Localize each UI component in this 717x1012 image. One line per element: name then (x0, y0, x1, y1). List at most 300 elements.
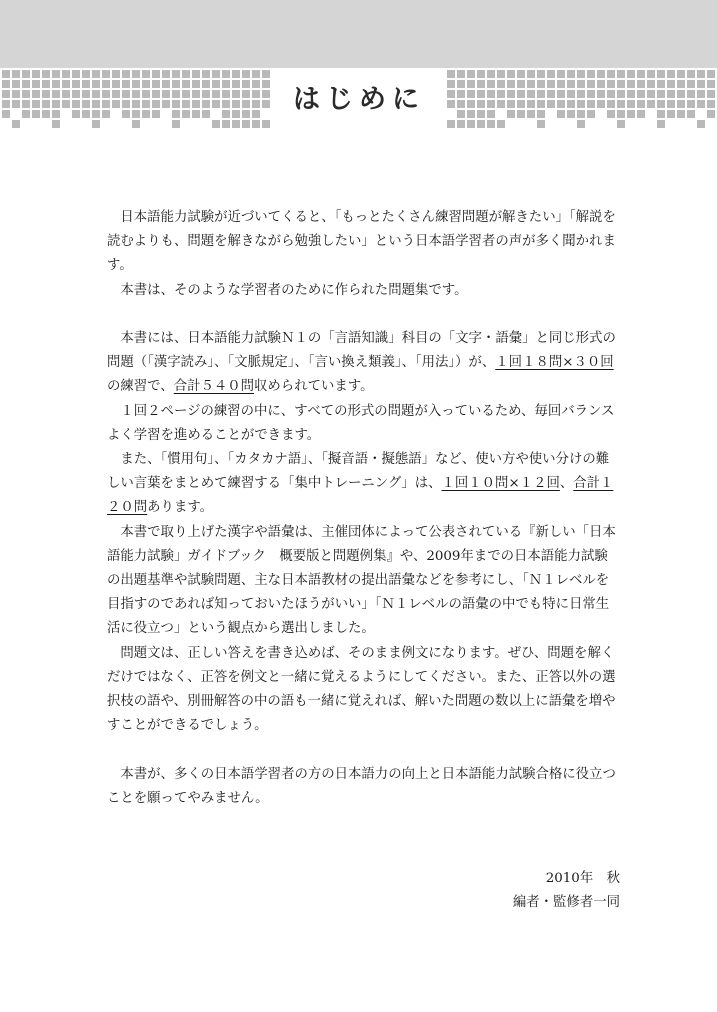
decorative-square (637, 80, 645, 88)
decorative-square (82, 100, 90, 108)
decorative-square (567, 110, 575, 118)
decorative-square (82, 90, 90, 98)
decorative-square (22, 100, 30, 108)
decorative-square (487, 110, 495, 118)
decorative-square (457, 110, 465, 118)
decorative-square (32, 120, 40, 128)
decorative-square (627, 110, 635, 118)
decorative-square (587, 70, 595, 78)
decorative-square (212, 100, 220, 108)
decorative-square (152, 70, 160, 78)
decorative-square (112, 90, 120, 98)
paragraph-spacer (107, 303, 619, 327)
decorative-square (262, 120, 270, 128)
signature-block (513, 867, 620, 915)
decorative-square (457, 100, 465, 108)
decorative-square (577, 100, 585, 108)
decorative-square (92, 70, 100, 78)
title-banner (0, 70, 717, 128)
decorative-square (42, 100, 50, 108)
decorative-square (182, 80, 190, 88)
decorative-square (677, 100, 685, 108)
decorative-square (587, 120, 595, 128)
decorative-square (252, 70, 260, 78)
decorative-square (42, 120, 50, 128)
decorative-square (22, 110, 30, 118)
decorative-square (252, 100, 260, 108)
decorative-square (182, 70, 190, 78)
paragraph-text: の練習で、 (107, 379, 174, 395)
decorative-square (637, 120, 645, 128)
signature-author: 編者・監修者一同 (512, 895, 620, 911)
decorative-square (182, 110, 190, 118)
paragraph-text: 、 (559, 476, 574, 492)
decorative-square (697, 110, 705, 118)
decorative-square (212, 90, 220, 98)
decorative-square (457, 70, 465, 78)
decorative-square (607, 70, 615, 78)
decorative-square (597, 90, 605, 98)
decorative-square (82, 110, 90, 118)
decorative-square (142, 90, 150, 98)
decorative-square (557, 110, 565, 118)
decorative-square (467, 80, 475, 88)
decorative-square (667, 90, 675, 98)
decorative-square (517, 120, 525, 128)
decorative-square (697, 100, 705, 108)
decorative-square (242, 110, 250, 118)
decorative-square (667, 70, 675, 78)
decorative-square (262, 80, 270, 88)
decorative-square (607, 100, 615, 108)
decorative-square (172, 90, 180, 98)
decorative-square (192, 80, 200, 88)
decorative-square (467, 90, 475, 98)
decorative-square (232, 100, 240, 108)
decorative-square (627, 90, 635, 98)
decorative-square (487, 100, 495, 108)
decorative-square (457, 80, 465, 88)
decorative-square (172, 80, 180, 88)
decorative-square (162, 110, 170, 118)
decorative-square (637, 90, 645, 98)
decorative-square (487, 70, 495, 78)
decorative-square (2, 110, 10, 118)
decorative-square (72, 110, 80, 118)
decorative-square (222, 100, 230, 108)
decorative-square (517, 110, 525, 118)
decorative-square (647, 90, 655, 98)
decorative-square (92, 100, 100, 108)
decorative-square (132, 100, 140, 108)
decorative-square (637, 70, 645, 78)
decorative-square (112, 80, 120, 88)
decorative-square (677, 70, 685, 78)
decorative-square (162, 120, 170, 128)
decorative-square (172, 100, 180, 108)
decorative-square (192, 110, 200, 118)
decorative-square (577, 120, 585, 128)
decorative-square (627, 70, 635, 78)
decorative-square (122, 120, 130, 128)
decorative-square (202, 80, 210, 88)
decorative-square (192, 100, 200, 108)
decorative-square (697, 80, 705, 88)
decorative-square (262, 70, 270, 78)
decorative-square (132, 90, 140, 98)
decorative-square (12, 70, 20, 78)
decorative-square (262, 100, 270, 108)
decorative-square (152, 90, 160, 98)
decorative-square (162, 100, 170, 108)
decorative-square (577, 80, 585, 88)
decorative-square (617, 80, 625, 88)
decorative-square (627, 120, 635, 128)
decorative-square (507, 70, 515, 78)
decorative-square (152, 110, 160, 118)
decorative-square (687, 70, 695, 78)
page-title: はじめに (293, 84, 425, 115)
decorative-square (82, 120, 90, 128)
decorative-square (12, 100, 20, 108)
decorative-square (102, 110, 110, 118)
decorative-square (252, 90, 260, 98)
decorative-square (527, 120, 535, 128)
decorative-square (537, 70, 545, 78)
decorative-square-pattern-left (2, 70, 270, 128)
decorative-square (527, 90, 535, 98)
decorative-square (507, 110, 515, 118)
decorative-square (132, 110, 140, 118)
decorative-square (142, 110, 150, 118)
decorative-square (102, 120, 110, 128)
decorative-square (62, 110, 70, 118)
decorative-square (497, 70, 505, 78)
decorative-square (2, 120, 10, 128)
decorative-square (92, 80, 100, 88)
decorative-square (607, 110, 615, 118)
decorative-square (142, 120, 150, 128)
paragraph-text: 本書には、日本語能力試験Ｎ１の「言語知識」科目の「文字・語彙」と同じ形式の問題（「漢字読み」、「文脈規定」、「言い換え類義」、「用法」）が、 (107, 331, 616, 371)
decorative-square (517, 80, 525, 88)
decorative-square (142, 80, 150, 88)
paragraph-text: 問題文は、正しい答えを書き込めば、そのまま例文になります。ぜひ、問題を解くだけではなく、正答を例文と一緒に覚えるようにしてください。また、正答以外の選択枝の語や、別冊解答の中の語も一緒に覚えれば、解いた問題の数以上に語彙を増やすことができるでしょう。 (107, 645, 616, 734)
decorative-square (42, 110, 50, 118)
decorative-square (617, 120, 625, 128)
decorative-square (2, 100, 10, 108)
decorative-square (102, 90, 110, 98)
decorative-square (667, 120, 675, 128)
paragraph (107, 327, 619, 400)
decorative-square (567, 80, 575, 88)
decorative-square (242, 100, 250, 108)
decorative-square (537, 120, 545, 128)
decorative-square (497, 80, 505, 88)
decorative-square (537, 100, 545, 108)
decorative-square (477, 70, 485, 78)
decorative-square (32, 70, 40, 78)
decorative-square (497, 120, 505, 128)
decorative-square (647, 100, 655, 108)
decorative-square (557, 120, 565, 128)
decorative-square (457, 120, 465, 128)
decorative-square (262, 90, 270, 98)
underlined-text: 合計５４０問 (173, 379, 255, 395)
decorative-square (182, 100, 190, 108)
decorative-square (222, 110, 230, 118)
decorative-square (547, 80, 555, 88)
underlined-text: 合計１２０問 (107, 476, 614, 516)
decorative-square (92, 90, 100, 98)
paragraph (107, 400, 619, 448)
decorative-square (447, 90, 455, 98)
decorative-square (467, 70, 475, 78)
decorative-square (152, 120, 160, 128)
decorative-square (587, 90, 595, 98)
decorative-square (507, 100, 515, 108)
decorative-square (162, 90, 170, 98)
decorative-square (647, 80, 655, 88)
decorative-square (477, 100, 485, 108)
paragraph-text: １回２ページの練習の中に、すべての形式の問題が入っているため、毎回バランスよく学習を進めることができます。 (107, 403, 615, 443)
decorative-square (507, 80, 515, 88)
decorative-square (132, 80, 140, 88)
paragraph-text: 日本語能力試験が近づいてくると、「もっとたくさん練習問題が解きたい」「解説を読むよりも、問題を解きながら勉強したい」という日本語学習者の声が多く聞かれます。 (107, 210, 616, 274)
decorative-square (82, 70, 90, 78)
decorative-square (617, 90, 625, 98)
decorative-square (242, 120, 250, 128)
underlined-text: １回１８問×３０回 (495, 355, 614, 371)
decorative-square (447, 120, 455, 128)
decorative-square (132, 70, 140, 78)
decorative-square (252, 80, 260, 88)
decorative-square (567, 120, 575, 128)
decorative-square (697, 70, 705, 78)
decorative-square (112, 100, 120, 108)
decorative-square (262, 110, 270, 118)
decorative-square (152, 100, 160, 108)
decorative-square (577, 70, 585, 78)
decorative-square (92, 110, 100, 118)
decorative-square (447, 110, 455, 118)
decorative-square (657, 70, 665, 78)
paragraph-text: 本書で取り上げた漢字や語彙は、主催団体によって公表されている『新しい「日本語能力試験」ガイドブック 概要版と問題例集』や、2009年までの日本語能力試験の出題基準や試験問題、主な日本語教材の提出語彙などを参考にし、「Ｎ１レベルを目指すのであれば知っておいたほうがいい」「Ｎ１レベルの語彙の中でも特に日常生活に役立つ」という観点から選出しました。 (107, 524, 616, 637)
decorative-square (92, 120, 100, 128)
decorative-square (477, 110, 485, 118)
decorative-square (42, 80, 50, 88)
decorative-square (687, 100, 695, 108)
decorative-square (547, 90, 555, 98)
decorative-square (677, 80, 685, 88)
decorative-square-pattern-right (447, 70, 715, 128)
decorative-square (687, 120, 695, 128)
decorative-square (2, 90, 10, 98)
decorative-square (657, 80, 665, 88)
paragraph-text: 本書が、多くの日本語学習者の方の日本語力の向上と日本語能力試験合格に役立つことを願ってやみません。 (107, 766, 616, 806)
decorative-square (677, 110, 685, 118)
decorative-square (547, 70, 555, 78)
decorative-square (707, 90, 715, 98)
decorative-square (557, 90, 565, 98)
decorative-square (122, 90, 130, 98)
decorative-square (82, 80, 90, 88)
decorative-square (507, 90, 515, 98)
decorative-square (242, 80, 250, 88)
decorative-square (597, 110, 605, 118)
decorative-square (687, 80, 695, 88)
decorative-square (242, 90, 250, 98)
decorative-square (212, 110, 220, 118)
decorative-square (202, 120, 210, 128)
paragraph-text: 本書は、そのような学習者のために作られた問題集です。 (120, 282, 468, 298)
decorative-square (192, 70, 200, 78)
paragraph (107, 521, 619, 642)
decorative-square (72, 100, 80, 108)
decorative-square (587, 80, 595, 88)
decorative-square (12, 120, 20, 128)
decorative-square (447, 100, 455, 108)
decorative-square (597, 80, 605, 88)
decorative-square (517, 70, 525, 78)
decorative-square (617, 100, 625, 108)
paragraph (107, 206, 619, 279)
decorative-square (12, 110, 20, 118)
decorative-square (32, 110, 40, 118)
decorative-square (547, 120, 555, 128)
decorative-square (467, 120, 475, 128)
decorative-square (242, 70, 250, 78)
decorative-square (677, 120, 685, 128)
decorative-square (52, 110, 60, 118)
decorative-square (72, 120, 80, 128)
decorative-square (487, 80, 495, 88)
decorative-square (32, 100, 40, 108)
decorative-square (2, 80, 10, 88)
paragraph-text: あります。 (147, 500, 214, 516)
decorative-square (567, 100, 575, 108)
decorative-square (172, 70, 180, 78)
decorative-square (527, 110, 535, 118)
decorative-square (12, 90, 20, 98)
decorative-square (22, 90, 30, 98)
decorative-square (122, 70, 130, 78)
decorative-square (707, 70, 715, 78)
decorative-square (567, 70, 575, 78)
decorative-square (192, 90, 200, 98)
decorative-square (172, 110, 180, 118)
decorative-square (667, 110, 675, 118)
decorative-square (142, 100, 150, 108)
decorative-square (497, 100, 505, 108)
signature-date: 2010年 秋 (545, 871, 620, 886)
decorative-square (232, 70, 240, 78)
decorative-square (707, 120, 715, 128)
decorative-square (232, 120, 240, 128)
decorative-square (52, 100, 60, 108)
decorative-square (52, 80, 60, 88)
decorative-square (192, 120, 200, 128)
decorative-square (607, 120, 615, 128)
decorative-square (232, 80, 240, 88)
decorative-square (72, 70, 80, 78)
decorative-square (527, 80, 535, 88)
decorative-square (222, 70, 230, 78)
decorative-square (447, 80, 455, 88)
decorative-square (707, 100, 715, 108)
decorative-square (212, 120, 220, 128)
decorative-square (707, 80, 715, 88)
decorative-square (2, 70, 10, 78)
decorative-square (607, 90, 615, 98)
decorative-square (477, 80, 485, 88)
decorative-square (577, 110, 585, 118)
decorative-square (587, 110, 595, 118)
decorative-square (202, 100, 210, 108)
decorative-square (677, 90, 685, 98)
decorative-square (222, 90, 230, 98)
header-band (0, 0, 717, 68)
decorative-square (497, 110, 505, 118)
decorative-square (657, 100, 665, 108)
decorative-square (232, 90, 240, 98)
decorative-square (707, 110, 715, 118)
decorative-square (112, 110, 120, 118)
decorative-square (667, 80, 675, 88)
decorative-square (212, 70, 220, 78)
decorative-square (252, 110, 260, 118)
decorative-square (517, 90, 525, 98)
decorative-square (617, 70, 625, 78)
decorative-square (587, 100, 595, 108)
decorative-square (697, 120, 705, 128)
decorative-square (252, 120, 260, 128)
decorative-square (637, 100, 645, 108)
decorative-square (52, 120, 60, 128)
decorative-square (637, 110, 645, 118)
decorative-square (657, 90, 665, 98)
decorative-square (232, 110, 240, 118)
decorative-square (202, 110, 210, 118)
decorative-square (132, 120, 140, 128)
decorative-square (647, 120, 655, 128)
decorative-square (222, 120, 230, 128)
decorative-square (52, 90, 60, 98)
decorative-square (457, 90, 465, 98)
decorative-square (497, 90, 505, 98)
decorative-square (42, 70, 50, 78)
decorative-square (62, 90, 70, 98)
paragraph (107, 279, 619, 303)
decorative-square (102, 70, 110, 78)
decorative-square (647, 70, 655, 78)
decorative-square (477, 120, 485, 128)
decorative-square (537, 110, 545, 118)
decorative-square (657, 110, 665, 118)
decorative-square (102, 100, 110, 108)
decorative-square (627, 80, 635, 88)
decorative-square (172, 120, 180, 128)
decorative-square (32, 90, 40, 98)
decorative-square (527, 70, 535, 78)
decorative-square (102, 80, 110, 88)
decorative-square (487, 120, 495, 128)
decorative-square (122, 80, 130, 88)
decorative-square (22, 70, 30, 78)
decorative-square (202, 90, 210, 98)
decorative-square (62, 70, 70, 78)
paragraph (107, 448, 619, 521)
decorative-square (72, 90, 80, 98)
